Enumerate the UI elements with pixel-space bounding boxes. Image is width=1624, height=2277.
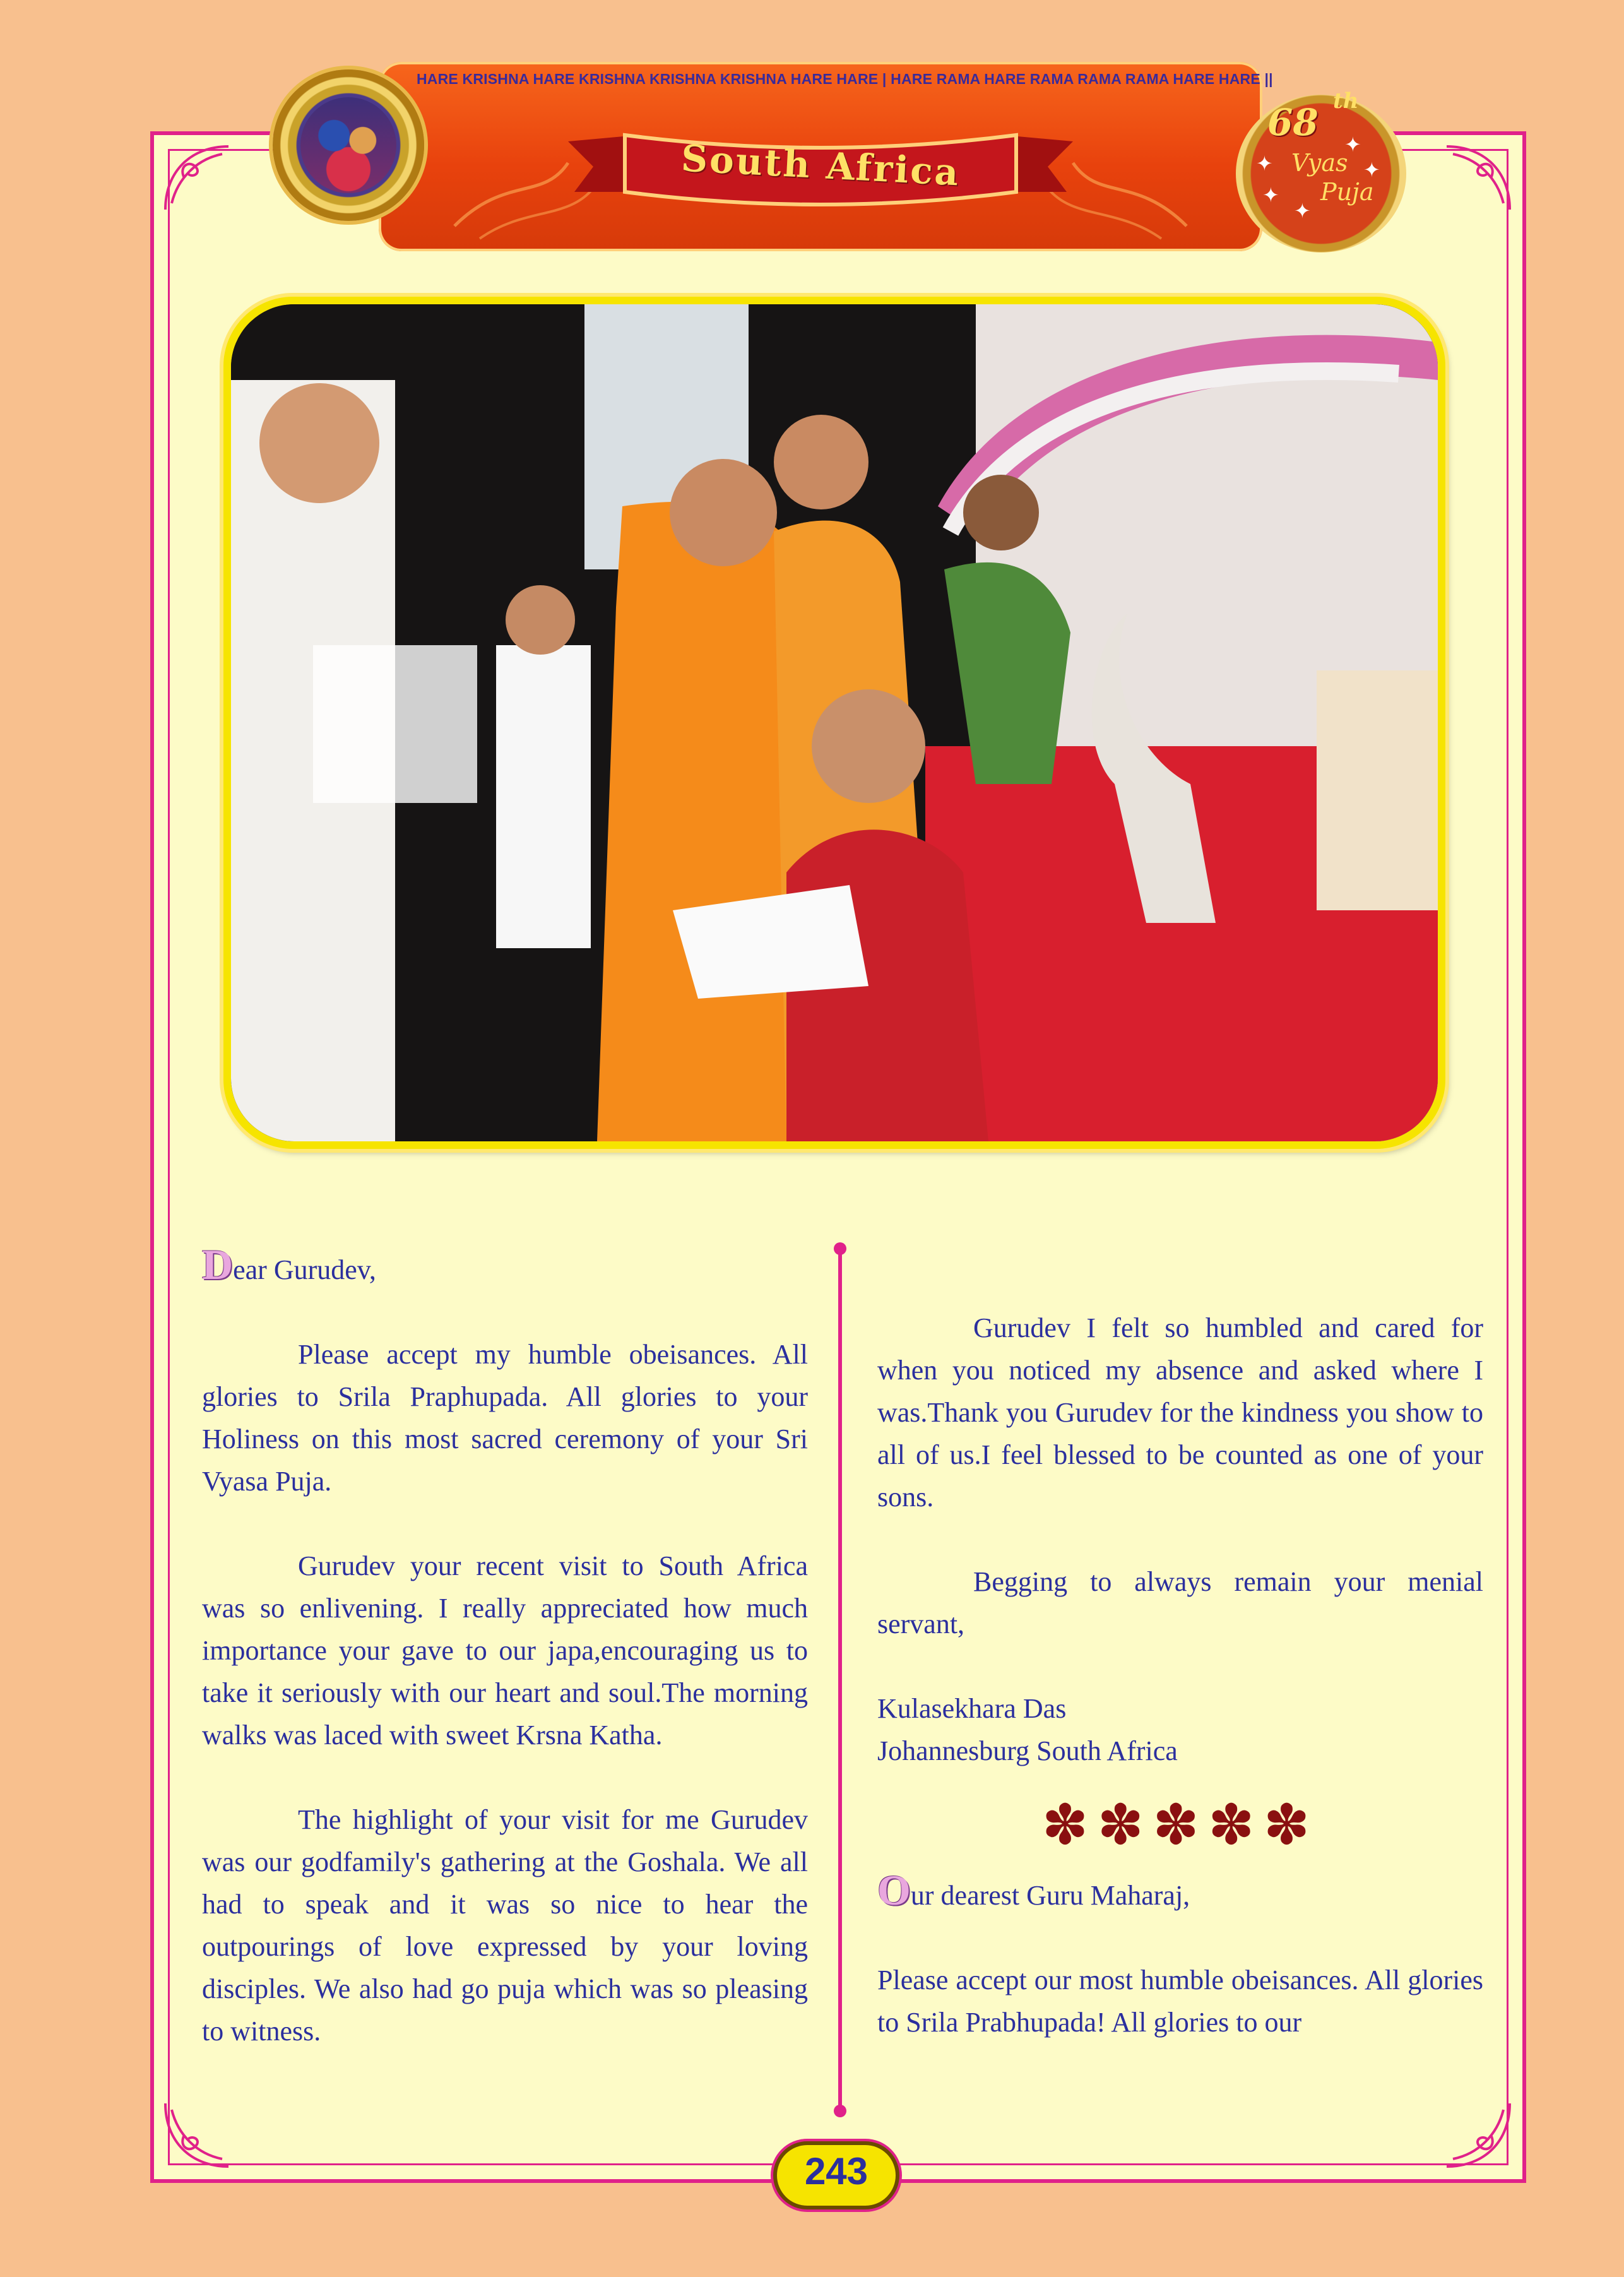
star-icon: ✦	[1363, 158, 1380, 181]
dropcap: D	[202, 1240, 234, 1288]
ceremony-photo	[231, 304, 1438, 1141]
column-divider	[838, 1249, 842, 2111]
corner-ornament-bottom-left	[159, 2097, 235, 2173]
corner-ornament-top-right	[1440, 140, 1516, 216]
badge-number: 68	[1267, 101, 1319, 144]
letter1-salutation	[202, 1240, 808, 1291]
paragraph: Gurudev your recent visit to South Africa was so enlivening. I really appreciated how much importance your gave to our japa,encouraging us to take it seriously with our heart and soul.The morning walks was laced with sweet Krsna Katha.	[202, 1550, 808, 1751]
signature-place: Johannesburg South Africa	[877, 1735, 1178, 1766]
star-icon: ✦	[1262, 184, 1279, 206]
badge-vyas: Vyas	[1291, 149, 1348, 177]
paragraph: Please accept my humble obeisances. All glories to Srila Praphupada. All glories to your Holiness on this most sacred ceremony of your Sri Vyasa Puja.	[202, 1339, 808, 1497]
deity-image	[300, 97, 396, 193]
paragraph: The highlight of your visit for me Gurudev was our godfamily's gathering at the Goshala. We all had to speak and it was so nice to hear the outpourings of love expressed by your loving disciples. We also had go puja which was so pleasing to witness.	[202, 1804, 808, 2047]
star-icon: ✦	[1344, 133, 1361, 156]
corner-ornament-bottom-right	[1440, 2097, 1516, 2173]
salutation-text: ur dearest Guru Maharaj,	[910, 1880, 1190, 1911]
star-icon: ✦	[1256, 152, 1273, 175]
badge-suffix: th	[1333, 88, 1359, 114]
photo-frame	[223, 297, 1445, 1149]
badge-puja: Puja	[1320, 178, 1374, 206]
section-separator: ✽✽✽✽✽	[1041, 1792, 1319, 1857]
signature-name: Kulasekhara Das	[877, 1693, 1067, 1724]
header-banner	[379, 62, 1273, 251]
corner-ornament-top-left	[159, 140, 235, 216]
page-number: 243	[804, 2150, 868, 2192]
right-column	[877, 1307, 1483, 2043]
divider-dot	[834, 2105, 846, 2117]
star-icon: ✦	[1294, 199, 1311, 222]
letter2-salutation	[877, 1866, 1483, 1917]
deity-medallion	[273, 69, 424, 221]
page-title: South Africa	[680, 136, 961, 194]
paragraph: Begging to always remain your menial servant,	[877, 1566, 1483, 1639]
left-column	[202, 1240, 808, 2052]
dropcap: O	[877, 1866, 911, 1914]
paragraph: Please accept our most humble obeisances. All glories to Srila Prabhupada! All glories to our	[877, 1965, 1483, 2038]
mantra-text: HARE KRISHNA HARE KRISHNA KRISHNA KRISHNA HARE HARE | HARE RAMA HARE RAMA RAMA RAMA HARE HARE ||	[417, 71, 1273, 87]
paragraph: Gurudev I felt so humbled and cared for when you noticed my absence and asked where I was.Thank you Gurudev for the kindness you show to all of us.I feel blessed to be counted as one of your sons.	[877, 1312, 1483, 1513]
salutation-text: ear Gurudev,	[233, 1254, 376, 1285]
divider-dot	[834, 1242, 846, 1255]
